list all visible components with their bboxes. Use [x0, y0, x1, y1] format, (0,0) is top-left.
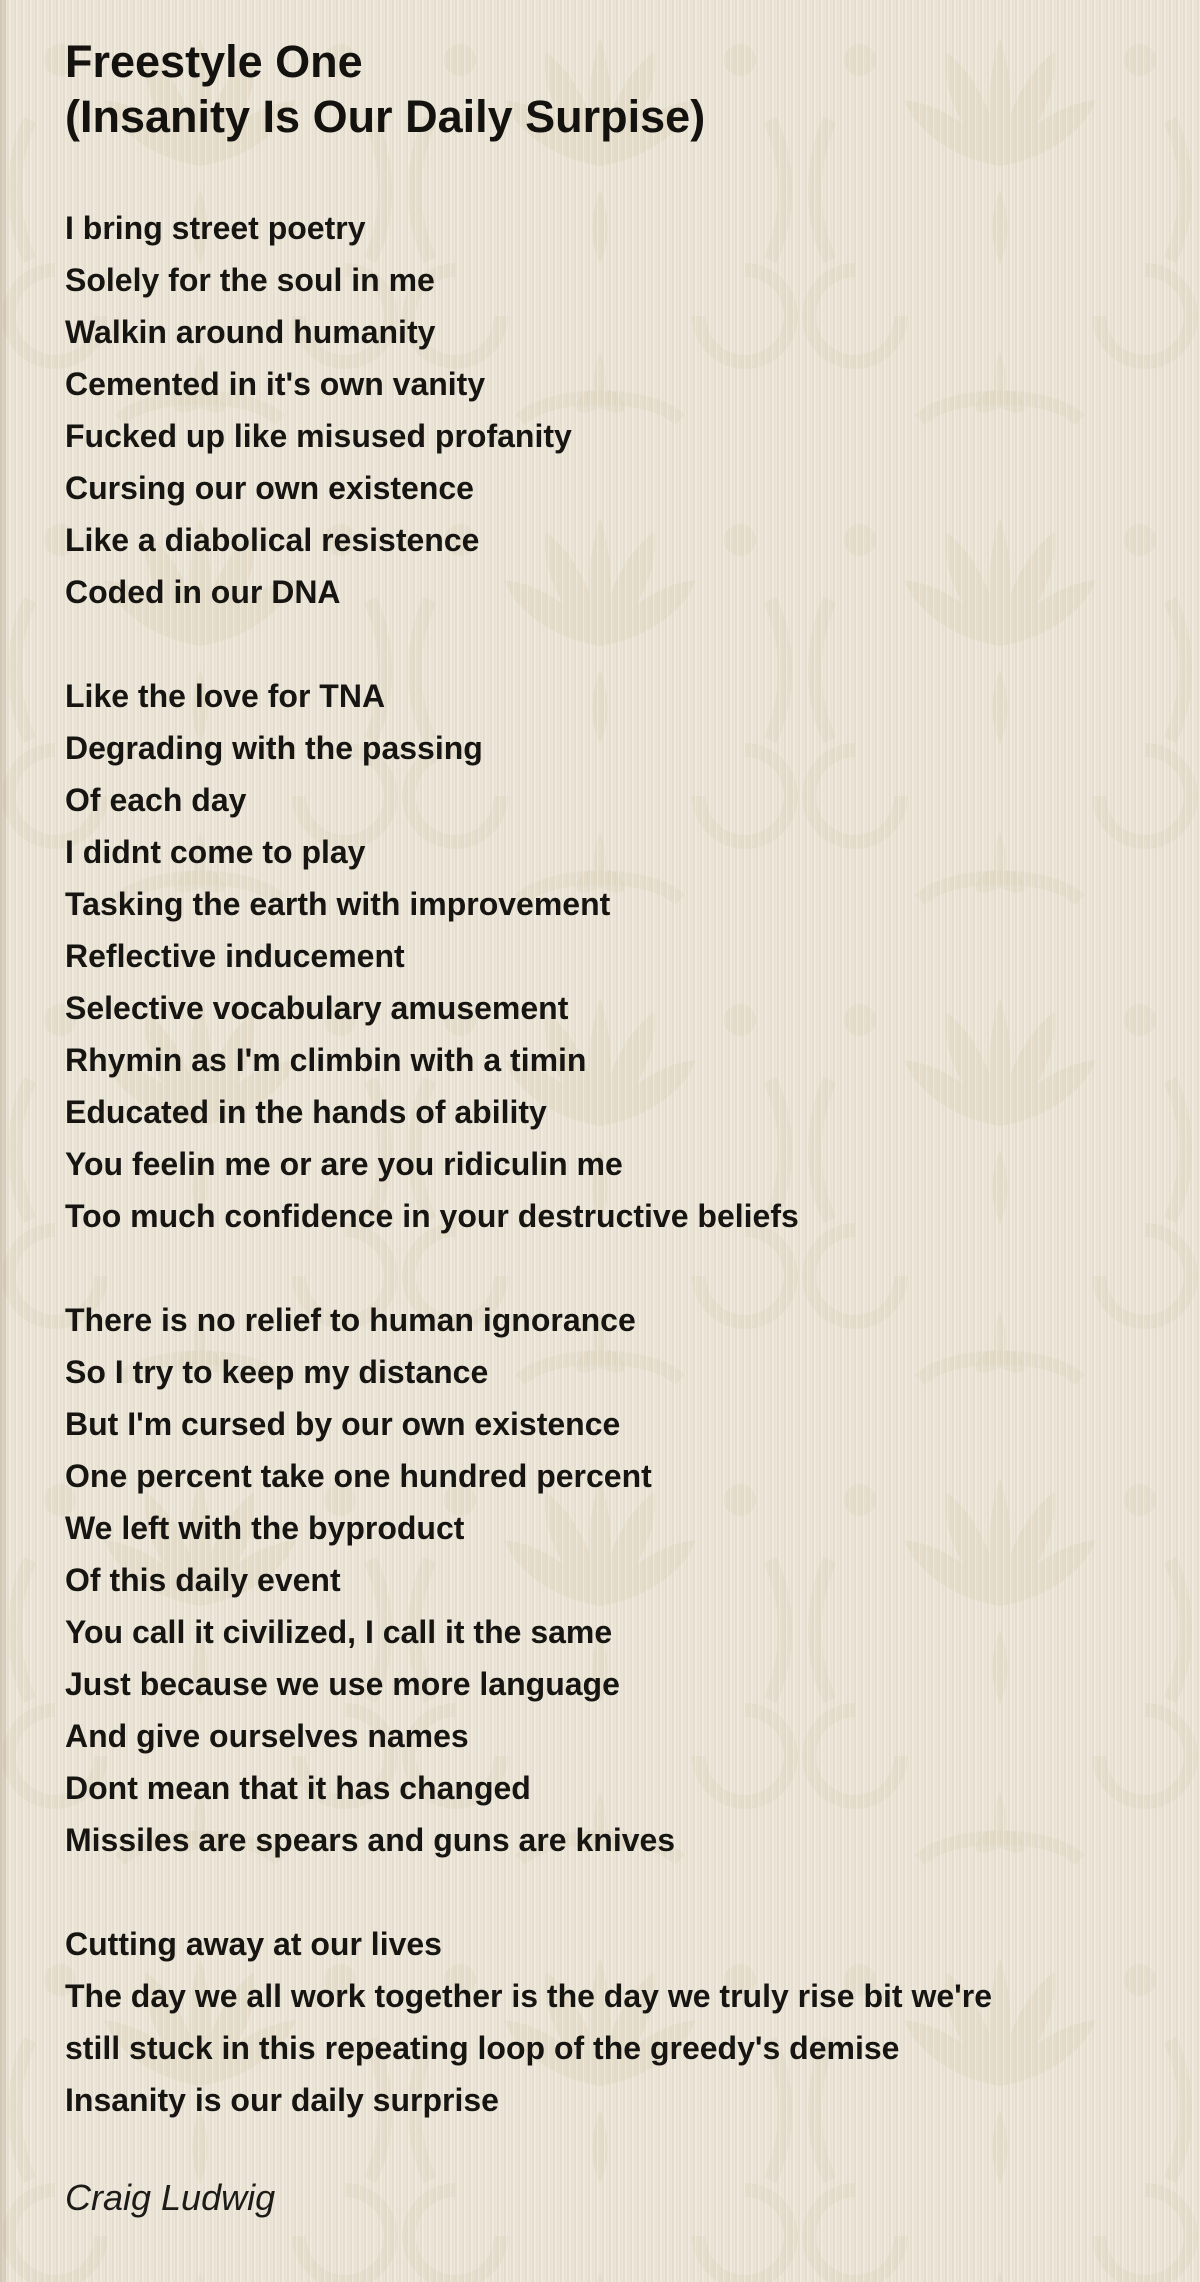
- poem-line: Like the love for TNA: [65, 678, 386, 714]
- poem-line: I bring street poetry: [65, 210, 366, 246]
- poem-line: I didnt come to play: [65, 834, 366, 870]
- poem-title-line-1: Freestyle One: [65, 36, 363, 87]
- poem-stanza-4: [65, 1918, 1170, 2126]
- poem-line: Solely for the soul in me: [65, 262, 435, 298]
- poem-line: Cutting away at our lives: [65, 1926, 442, 1962]
- poem-line: And give ourselves names: [65, 1718, 469, 1754]
- poem-line: But I'm cursed by our own existence: [65, 1406, 621, 1442]
- poem-line: Walkin around humanity: [65, 314, 436, 350]
- poem-title: [65, 34, 1170, 144]
- poem-line: Fucked up like misused profanity: [65, 418, 572, 454]
- poem-content: [65, 34, 1170, 2220]
- poem-title-line-2: (Insanity Is Our Daily Surpise): [65, 91, 706, 142]
- poem-line: Cursing our own existence: [65, 470, 474, 506]
- poem-stanza-1: [65, 202, 1170, 618]
- poem-line: still stuck in this repeating loop of the greedy's demise: [65, 2030, 900, 2066]
- poem-author: Craig Ludwig: [65, 2177, 276, 2218]
- poem-line: Educated in the hands of ability: [65, 1094, 547, 1130]
- poem-line: Selective vocabulary amusement: [65, 990, 569, 1026]
- poem-line: Too much confidence in your destructive beliefs: [65, 1198, 799, 1234]
- poem-line: You feelin me or are you ridiculin me: [65, 1146, 623, 1182]
- poem-line: Of this daily event: [65, 1562, 341, 1598]
- poem-line: Of each day: [65, 782, 247, 818]
- poem-stanza-2: [65, 670, 1170, 1242]
- poem-line: There is no relief to human ignorance: [65, 1302, 636, 1338]
- poem-stanza-3: [65, 1294, 1170, 1866]
- poem-line: Missiles are spears and guns are knives: [65, 1822, 676, 1858]
- poem-line: Coded in our DNA: [65, 574, 341, 610]
- poem-line: We left with the byproduct: [65, 1510, 465, 1546]
- poem-line: Insanity is our daily surprise: [65, 2082, 499, 2118]
- poem-line: So I try to keep my distance: [65, 1354, 489, 1390]
- poem-line: Just because we use more language: [65, 1666, 620, 1702]
- poem-line: Dont mean that it has changed: [65, 1770, 531, 1806]
- poem-line: Tasking the earth with improvement: [65, 886, 611, 922]
- poem-line: You call it civilized, I call it the same: [65, 1614, 613, 1650]
- poem-line: Like a diabolical resistence: [65, 522, 480, 558]
- poem-line: The day we all work together is the day we truly rise bit we're: [65, 1978, 992, 2014]
- poem-line: One percent take one hundred percent: [65, 1458, 652, 1494]
- poem-line: Cemented in it's own vanity: [65, 366, 486, 402]
- poem-line: Degrading with the passing: [65, 730, 483, 766]
- poem-line: Reflective inducement: [65, 938, 405, 974]
- poem-line: Rhymin as I'm climbin with a timin: [65, 1042, 587, 1078]
